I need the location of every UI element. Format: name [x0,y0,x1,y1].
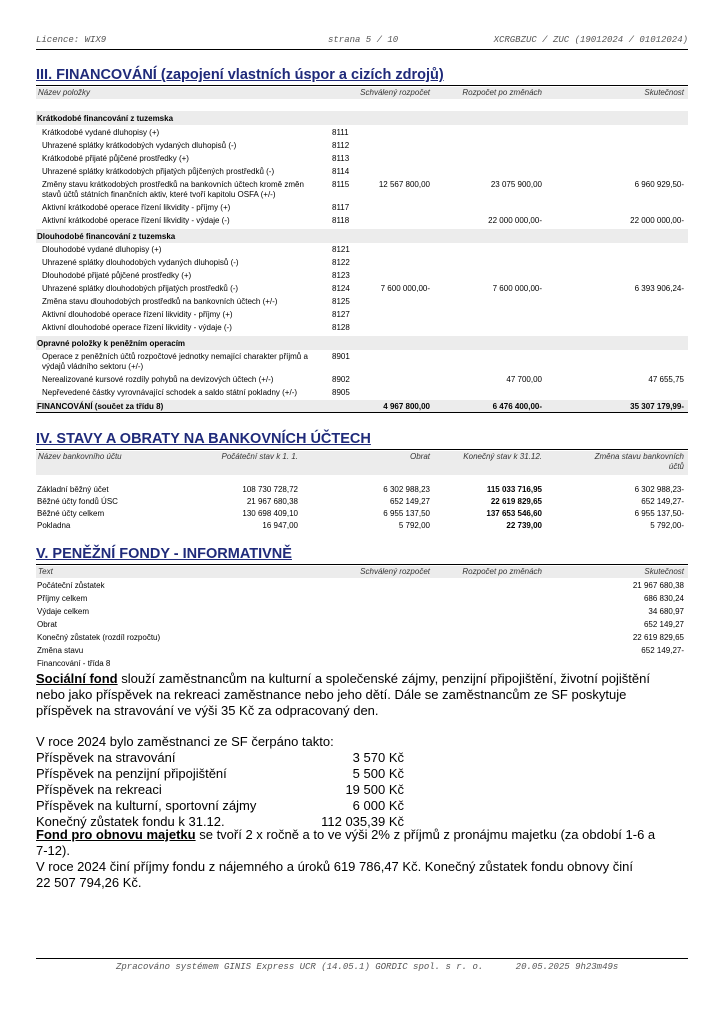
page-header [36,35,688,47]
closing-value: 22 739,00 [506,521,542,530]
table-row [36,245,688,257]
table-row [36,352,688,374]
fund-row [36,607,688,619]
actual-value: 47 655,75 [648,375,684,384]
section-3-title: III. FINANCOVÁNÍ (zapojení vlastních úspor a cizích zdrojů) [36,67,444,83]
fund-row [36,646,688,658]
section-5-rule [36,564,688,565]
approved-value: 12 567 800,00 [378,180,430,189]
change-value: 652 149,27- [641,497,684,506]
row-label-cont: stavů účtů státních finančních aktiv, které tvoří kapitolu OSFA (+/-) [42,190,276,199]
row-label: Aktivní dlouhodobé operace řízení likvidity - příjmy (+) [42,310,233,319]
row-code: 8124 [332,284,350,293]
table-row [36,310,688,322]
after-changes-value: 7 600 000,00- [492,284,542,293]
table-row [36,128,688,140]
fund-actual: 34 680,97 [648,607,684,616]
row-code: 8901 [332,352,350,361]
usage-label: Konečný zůstatek fondu k 31.12. [36,814,225,829]
table-row [36,180,688,202]
col-closing: Konečný stav k 31.12. [463,452,542,461]
col-name: Název položky [38,88,91,97]
usage-label: Příspěvek na kulturní, sportovní zájmy [36,798,257,813]
renewal-fund-paragraph [36,827,655,891]
table-row [36,375,688,387]
table-row [36,297,688,309]
row-label: Operace z peněžních účtů rozpočtové jednotky nemající charakter příjmů a [42,352,308,361]
fund-label: Konečný zůstatek (rozdíl rozpočtu) [37,633,161,642]
social-fund-paragraph [36,671,650,719]
row-code: 8127 [332,310,350,319]
renewal-fund-heading: Fond pro obnovu majetku [36,827,196,842]
row-code: 8123 [332,271,350,280]
table-row [36,167,688,179]
usage-list [36,750,404,830]
row-label: Aktivní dlouhodobé operace řízení likvidity - výdaje (-) [42,323,232,332]
usage-item [36,782,404,798]
closing-value: 22 619 829,65 [490,497,542,506]
row-code: 8112 [332,141,350,150]
fund-row [36,659,688,671]
col-after-changes: Rozpočet po změnách [462,567,542,576]
group-label: Krátkodobé financování z tuzemska [37,114,174,123]
row-label: Uhrazené splátky krátkodobých vydaných dluhopisů (-) [42,141,237,150]
usage-item [36,798,404,814]
fund-label: Obrat [37,620,58,629]
bank-row [36,509,688,521]
turnover-value: 6 955 137,50 [383,509,430,518]
renewal-fund-text-4: 22 507 794,26 Kč. [36,875,142,890]
col-opening: Počáteční stav k 1. 1. [221,452,298,461]
turnover-value: 652 149,27 [389,497,430,506]
license-label: Licence: WIX9 [36,35,107,45]
row-code: 8122 [332,258,350,267]
col-actual: Skutečnost [644,88,684,97]
usage-value: 19 500 Kč [345,782,404,797]
actual-value: 22 000 000,00- [630,216,684,225]
approved-value: 7 600 000,00- [380,284,430,293]
section-3-table-header [36,87,688,99]
row-code: 8128 [332,323,350,332]
turnover-value: 6 302 988,23 [383,485,430,494]
row-label: Aktivní krátkodobé operace řízení likvidity - příjmy (+) [42,203,231,212]
row-code: 8121 [332,245,350,254]
row-code: 8114 [332,167,350,176]
social-fund-text-3: příspěvek na stravování ve výši 35 Kč za odpracovaný den. [36,703,379,718]
usage-label: Příspěvek na penzijní připojištění [36,766,227,781]
bank-row [36,485,688,497]
fund-label: Výdaje celkem [37,607,90,616]
social-fund-heading: Sociální fond [36,671,118,686]
fund-actual: 652 149,27 [643,620,684,629]
fund-actual: 21 967 680,38 [632,581,684,590]
col-text: Text [38,567,53,576]
table-row [36,271,688,283]
row-label: Uhrazené splátky krátkodobých přijatých půjčených prostředků (-) [42,167,275,176]
section-4-title: IV. STAVY A OBRATY NA BANKOVNÍCH ÚČTECH [36,431,371,447]
table-row [36,258,688,270]
table-row [36,323,688,335]
fund-actual: 686 830,24 [643,594,684,603]
fund-actual: 652 149,27- [641,646,684,655]
fund-label: Počáteční zůstatek [37,581,105,590]
account-label: Běžné účty celkem [37,509,105,518]
row-code: 8902 [332,375,350,384]
total-approved: 4 967 800,00 [383,402,430,411]
usage-value: 112 035,39 Kč [321,814,404,829]
col-actual: Skutečnost [644,567,684,576]
total-actual: 35 307 179,99- [630,402,684,411]
row-label: Nerealizované kursové rozdíly pohybů na devizových účtech (+/-) [42,375,274,384]
opening-value: 16 947,00 [262,521,298,530]
section-3-rule [36,85,688,86]
usage-label: Příspěvek na stravování [36,750,176,765]
section-5-table-header [36,566,688,578]
usage-item [36,750,404,766]
table-row [36,388,688,400]
actual-value: 6 960 929,50- [634,180,684,189]
usage-value: 6 000 Kč [352,798,404,813]
table-row [36,216,688,228]
group-long-term [36,229,688,243]
row-label: Uhrazené splátky dlouhodobých přijatých prostředků (-) [42,284,239,293]
report-code: XCRGBZUC / ZUC (19012024 / 01012024) [493,35,688,45]
fund-row [36,581,688,593]
renewal-fund-text-2: 7-12). [36,843,70,858]
financing-total-row [36,400,688,413]
row-label: Nepřevedené částky vyrovnávající schodek a saldo státní pokladny (+/-) [42,388,298,397]
bank-row [36,497,688,509]
row-label: Dlouhodobé vydané dluhopisy (+) [42,245,162,254]
account-label: Pokladna [37,521,71,530]
renewal-fund-text-3: V roce 2024 činí příjmy fondu z nájemného a úroků 619 786,47 Kč. Konečný zůstatek fondu obnovy činí [36,859,633,874]
usage-item [36,766,404,782]
closing-value: 137 653 546,60 [486,509,542,518]
row-code: 8905 [332,388,350,397]
renewal-fund-text-1: se tvoří 2 x ročně a to ve výši 2% z příjmů z pronájmu majetku (za období 1-6 a [195,827,656,842]
col-account-name: Název bankovního účtu [38,452,122,461]
row-label: Změny stavu krátkodobých prostředků na bankovních účtech kromě změn [42,180,304,189]
table-row [36,154,688,166]
fund-row [36,620,688,632]
opening-value: 21 967 680,38 [246,497,298,506]
usage-value: 3 570 Kč [352,750,404,765]
fund-actual: 22 619 829,65 [632,633,684,642]
group-label: Dlouhodobé financování z tuzemska [37,232,176,241]
turnover-value: 5 792,00 [398,521,430,530]
after-changes-value: 23 075 900,00 [490,180,542,189]
section-4-rule [36,449,688,450]
col-change-cont: účtů [668,462,684,471]
bank-row [36,521,688,533]
row-code: 8125 [332,297,350,306]
row-label: Změna stavu dlouhodobých prostředků na bankovních účtech (+/-) [42,297,278,306]
row-label-cont: výdajů vládního sektoru (+/-) [42,362,144,371]
fund-label: Financování - třída 8 [37,659,111,668]
section-5-title: V. PENĚŽNÍ FONDY - INFORMATIVNĚ [36,546,292,562]
actual-value: 6 393 906,24- [634,284,684,293]
table-row [36,141,688,153]
fund-label: Příjmy celkem [37,594,88,603]
footer-text: Zpracováno systémem GINIS Express UCR (14.05.1) GORDIC spol. s r. o. 20.05.2025 9h23m49s [116,962,619,972]
fund-label: Změna stavu [37,646,84,655]
total-after-changes: 6 476 400,00- [492,402,542,411]
col-approved: Schválený rozpočet [360,567,430,576]
col-turnover: Obrat [409,452,430,461]
page-number: strana 5 / 10 [328,35,399,45]
social-fund-text-1: slouží zaměstnancům na kulturní a společenské zájmy, penzijní připojištění, životní pojištění [117,671,650,686]
account-label: Základní běžný účet [37,485,109,494]
table-row [36,284,688,296]
change-value: 5 792,00- [650,521,684,530]
table-row [36,203,688,215]
group-short-term [36,111,688,125]
fund-row [36,594,688,606]
col-approved: Schválený rozpočet [360,88,430,97]
usage-label: Příspěvek na rekreaci [36,782,162,797]
row-code: 8118 [332,216,350,225]
usage-value: 5 500 Kč [352,766,404,781]
closing-value: 115 033 716,95 [486,485,542,494]
after-changes-value: 22 000 000,00- [488,216,542,225]
row-label: Krátkodobé přijaté půjčené prostředky (+) [42,154,189,163]
change-value: 6 302 988,23- [634,485,684,494]
row-code: 8115 [332,180,350,189]
total-label: FINANCOVÁNÍ (součet za třídu 8) [37,402,164,411]
footer-rule [36,958,688,959]
opening-value: 108 730 728,72 [242,485,298,494]
group-corrections [36,336,688,350]
row-code: 8111 [332,128,349,137]
after-changes-value: 47 700,00 [506,375,542,384]
row-label: Uhrazené splátky dlouhodobých vydaných dluhopisů (-) [42,258,239,267]
col-change: Změna stavu bankovních [594,452,684,461]
header-rule [36,49,688,50]
opening-value: 130 698 409,10 [242,509,298,518]
row-label: Krátkodobé vydané dluhopisy (+) [42,128,160,137]
row-code: 8113 [332,154,350,163]
change-value: 6 955 137,50- [634,509,684,518]
usage-intro: V roce 2024 bylo zaměstnanci ze SF čerpáno takto: [36,734,334,749]
row-label: Dlouhodobé přijaté půjčené prostředky (+) [42,271,192,280]
row-label: Aktivní krátkodobé operace řízení likvidity - výdaje (-) [42,216,230,225]
account-label: Běžné účty fondů ÚSC [37,497,118,506]
group-label: Opravné položky k peněžním operacím [37,339,186,348]
fund-row [36,633,688,645]
col-after-changes: Rozpočet po změnách [462,88,542,97]
section-4-table-header [36,451,688,475]
row-code: 8117 [332,203,350,212]
social-fund-text-2: nebo jako příspěvek na rekreaci zaměstnance nebo jeho dětí. Dále se zaměstnancům ze SF poskytuje [36,687,627,702]
social-fund-usage [36,734,334,750]
